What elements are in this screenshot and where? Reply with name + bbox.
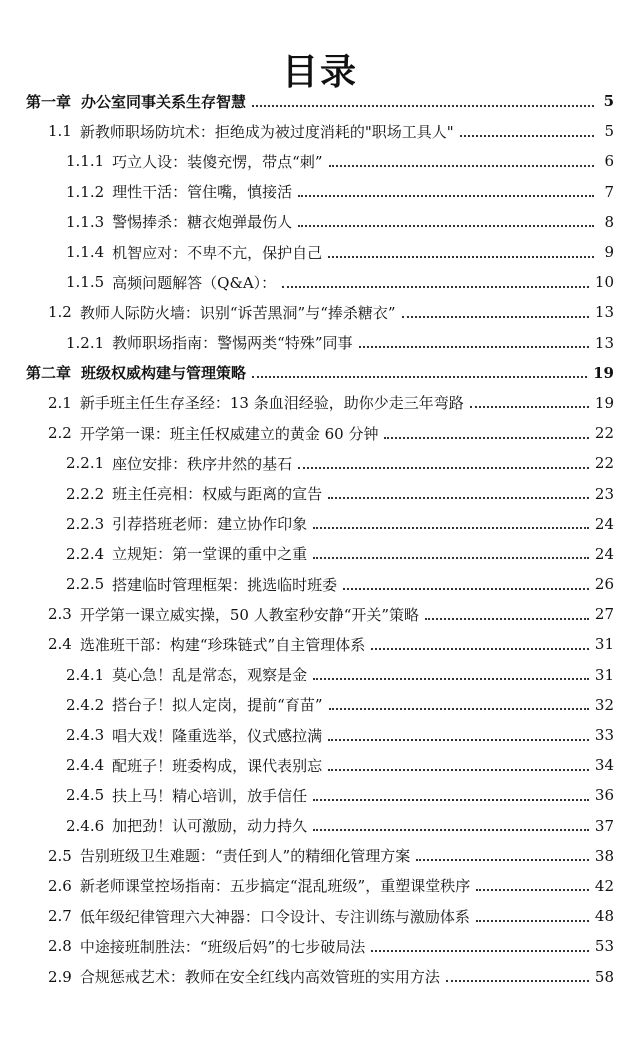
toc-entry-page-number: 36: [594, 786, 614, 805]
toc-entry-title: 开学第一课：班主任权威建立的黄金 60 分钟: [79, 424, 379, 443]
toc-entry[interactable]: [0, 358, 640, 388]
dot-leader: [282, 285, 589, 288]
toc-entry[interactable]: [0, 599, 640, 629]
toc-entry-number: 第二章: [26, 364, 72, 383]
toc-entry-number: 2.2.4: [66, 544, 105, 563]
toc-entry-title: 搭建临时管理框架：挑选临时班委: [112, 575, 338, 594]
dot-leader: [384, 436, 588, 439]
toc-entry-page-number: 19: [593, 363, 614, 382]
toc-entry-number: 1.1.3: [66, 212, 105, 231]
toc-entry-number: 2.4.5: [66, 786, 105, 805]
toc-entry-number: 2.2.3: [66, 514, 105, 533]
toc-entry-number: 1.2.1: [66, 333, 105, 352]
toc-entry[interactable]: [0, 690, 640, 720]
toc-entry-page-number: 22: [594, 424, 614, 443]
toc-entry[interactable]: [0, 207, 640, 237]
toc-entry-page-number: 53: [594, 937, 614, 956]
toc-entry[interactable]: [0, 146, 640, 176]
toc-entry-number: 2.2: [48, 424, 72, 443]
dot-leader: [298, 466, 589, 469]
toc-entry-page-number: 24: [594, 514, 614, 533]
toc-entry-title: 座位安排：秩序井然的基石: [112, 454, 293, 473]
dot-leader: [313, 798, 589, 801]
toc-entry-page-number: 23: [594, 484, 614, 503]
toc-entry[interactable]: [0, 750, 640, 780]
toc-entry-title: 班级权威构建与管理策略: [81, 364, 247, 383]
toc-entry-page-number: 33: [594, 726, 614, 745]
toc-entry-title: 唱大戏！隆重选举，仪式感拉满: [112, 726, 323, 745]
toc-entry-title: 选准班干部：构建“珍珠链式”自主管理体系: [79, 635, 366, 654]
toc-entry-page-number: 31: [594, 635, 614, 654]
toc-entry-number: 2.6: [48, 876, 72, 895]
dot-leader: [343, 587, 589, 590]
dot-leader: [460, 134, 594, 137]
toc-entry-title: 教师人际防火墙：识别“诉苦黑洞”与“捧杀糖衣”: [79, 303, 396, 322]
toc-entry-number: 2.2.1: [66, 454, 105, 473]
dot-leader: [329, 707, 589, 710]
toc-entry[interactable]: [0, 509, 640, 539]
toc-entry-page-number: 31: [594, 665, 614, 684]
dot-leader: [328, 496, 589, 499]
toc-entry-page-number: 13: [594, 303, 614, 322]
dot-leader: [476, 888, 589, 891]
toc-entry-page-number: 13: [594, 333, 614, 352]
toc-entry-number: 1.1.5: [66, 273, 105, 292]
toc-entry-page-number: 22: [594, 454, 614, 473]
toc-entry-page-number: 32: [594, 695, 614, 714]
toc-entry[interactable]: [0, 539, 640, 569]
dot-leader: [470, 405, 589, 408]
toc-entry-title: 立规矩：第一堂课的重中之重: [112, 545, 308, 564]
dot-leader: [313, 556, 589, 559]
toc-entry-number: 第一章: [26, 92, 72, 111]
toc-entry-page-number: 6: [604, 152, 614, 171]
toc-entry[interactable]: [0, 660, 640, 690]
dot-leader: [313, 526, 589, 529]
toc-entry-page-number: 5: [604, 122, 614, 141]
toc-entry-title: 开学第一课立威实操，50 人教室秒安静“开关”策略: [79, 605, 420, 624]
toc-entry-page-number: 38: [594, 846, 614, 865]
toc-entry-title: 班主任亮相：权威与距离的宣告: [112, 485, 323, 504]
toc-entry-number: 2.2.2: [66, 484, 105, 503]
toc-entry[interactable]: [0, 328, 640, 358]
toc-entry-number: 1.1.2: [66, 182, 105, 201]
toc-entry-number: 2.4: [48, 635, 72, 654]
toc-entry-number: 1.2: [48, 303, 72, 322]
toc-entry-number: 2.1: [48, 393, 72, 412]
toc-entry[interactable]: [0, 901, 640, 931]
toc-entry-title: 机智应对：不卑不亢，保护自己: [112, 243, 323, 262]
toc-entry-page-number: 19: [594, 393, 614, 412]
toc-entry-number: 2.4.4: [66, 756, 105, 775]
toc-entry-number: 2.9: [48, 967, 72, 986]
toc-entry-number: 1.1: [48, 122, 72, 141]
toc-entry-page-number: 42: [594, 876, 614, 895]
toc-entry[interactable]: [0, 237, 640, 267]
toc-entry-page-number: 26: [594, 575, 614, 594]
dot-leader: [252, 375, 587, 378]
toc-entry-title: 巧立人设：装傻充愣，带点“刺”: [112, 152, 323, 171]
toc-entry[interactable]: [0, 931, 640, 961]
dot-leader: [476, 919, 589, 922]
toc-entry[interactable]: [0, 86, 640, 116]
toc-entry-title: 新手班主任生存圣经：13 条血泪经验，助你少走三年弯路: [79, 394, 464, 413]
toc-entry-title: 中途接班制胜法：“班级后妈”的七步破局法: [79, 937, 366, 956]
toc-entry-page-number: 27: [594, 605, 614, 624]
toc-entry-page-number: 9: [604, 243, 614, 262]
toc-entry-title: 搭台子！拟人定岗，提前“育苗”: [112, 696, 323, 715]
toc-entry-page-number: 5: [603, 92, 614, 111]
toc-entry-number: 2.7: [48, 907, 72, 926]
toc-entry-page-number: 10: [594, 273, 614, 292]
toc-entry-title: 警惕捧杀：糖衣炮弹最伤人: [112, 213, 293, 232]
toc-entry-title: 配班子！班委构成，课代表别忘: [112, 756, 323, 775]
toc-entry[interactable]: [0, 478, 640, 508]
toc-entry-number: 1.1.4: [66, 243, 105, 262]
toc-entry-title: 新老师课堂控场指南：五步搞定“混乱班级”，重塑课堂秩序: [79, 877, 471, 896]
toc-entry-page-number: 48: [594, 907, 614, 926]
dot-leader: [298, 194, 594, 197]
toc-entry-number: 2.4.6: [66, 816, 105, 835]
toc-entry-title: 加把劲！认可激励，动力持久: [112, 817, 308, 836]
toc-entry-title: 引荐搭班老师：建立协作印象: [112, 515, 308, 534]
toc-entry-page-number: 8: [604, 212, 614, 231]
toc-entry[interactable]: [0, 388, 640, 418]
toc-entry[interactable]: [0, 177, 640, 207]
toc-entry[interactable]: [0, 569, 640, 599]
dot-leader: [446, 979, 589, 982]
dot-leader: [298, 224, 594, 227]
toc-entry-number: 1.1.1: [66, 152, 105, 171]
dot-leader: [328, 255, 594, 258]
toc-entry-title: 扶上马！精心培训，放手信任: [112, 786, 308, 805]
toc-entry[interactable]: [0, 418, 640, 448]
toc-entry[interactable]: [0, 629, 640, 659]
dot-leader: [371, 647, 589, 650]
toc-entry[interactable]: [0, 297, 640, 327]
toc-entry-number: 2.5: [48, 846, 72, 865]
toc-entry[interactable]: [0, 811, 640, 841]
toc-entry-title: 合规惩戒艺术：教师在安全红线内高效管班的实用方法: [79, 968, 440, 987]
page-title: 目录: [281, 51, 358, 93]
toc-entry-page-number: 7: [604, 182, 614, 201]
dot-leader: [371, 949, 589, 952]
dot-leader: [328, 738, 589, 741]
dot-leader: [416, 858, 589, 861]
dot-leader: [252, 104, 594, 107]
toc-entry[interactable]: [0, 780, 640, 810]
toc-entry[interactable]: [0, 871, 640, 901]
dot-leader: [328, 768, 589, 771]
dot-leader: [359, 345, 589, 348]
toc-entry[interactable]: [0, 448, 640, 478]
toc-entry-number: 2.4.1: [66, 665, 105, 684]
dot-leader: [402, 315, 589, 318]
dot-leader: [425, 617, 589, 620]
toc-entry-title: 告别班级卫生难题：“责任到人”的精细化管理方案: [79, 847, 411, 866]
toc-entry-number: 2.4.3: [66, 726, 105, 745]
toc-entry-title: 理性干活：管住嘴，慎接活: [112, 183, 293, 202]
toc-entry[interactable]: [0, 720, 640, 750]
toc-entry-title: 办公室同事关系生存智慧: [81, 92, 247, 111]
toc-entry-title: 低年级纪律管理六大神器：口令设计、专注训练与激励体系: [79, 907, 470, 926]
toc-entry-title: 莫心急！乱是常态，观察是金: [112, 666, 308, 685]
toc-entry[interactable]: [0, 961, 640, 991]
toc-entry[interactable]: [0, 841, 640, 871]
toc-entry-title: 新教师职场防坑术：拒绝成为被过度消耗的"职场工具人": [79, 122, 454, 141]
toc-entry-page-number: 37: [594, 816, 614, 835]
toc-entry-number: 2.3: [48, 605, 72, 624]
toc-entry[interactable]: [0, 267, 640, 297]
toc-entry-title: 高频问题解答（Q&A）：: [112, 273, 277, 292]
toc-entry[interactable]: [0, 116, 640, 146]
dot-leader: [313, 828, 589, 831]
toc-entry-number: 2.2.5: [66, 575, 105, 594]
table-of-contents: [0, 86, 640, 992]
toc-entry-page-number: 24: [594, 544, 614, 563]
toc-entry-page-number: 58: [594, 967, 614, 986]
toc-entry-number: 2.4.2: [66, 695, 105, 714]
toc-entry-number: 2.8: [48, 937, 72, 956]
dot-leader: [313, 677, 589, 680]
toc-entry-page-number: 34: [594, 756, 614, 775]
toc-entry-title: 教师职场指南：警惕两类“特殊”同事: [112, 334, 353, 353]
dot-leader: [329, 164, 594, 167]
